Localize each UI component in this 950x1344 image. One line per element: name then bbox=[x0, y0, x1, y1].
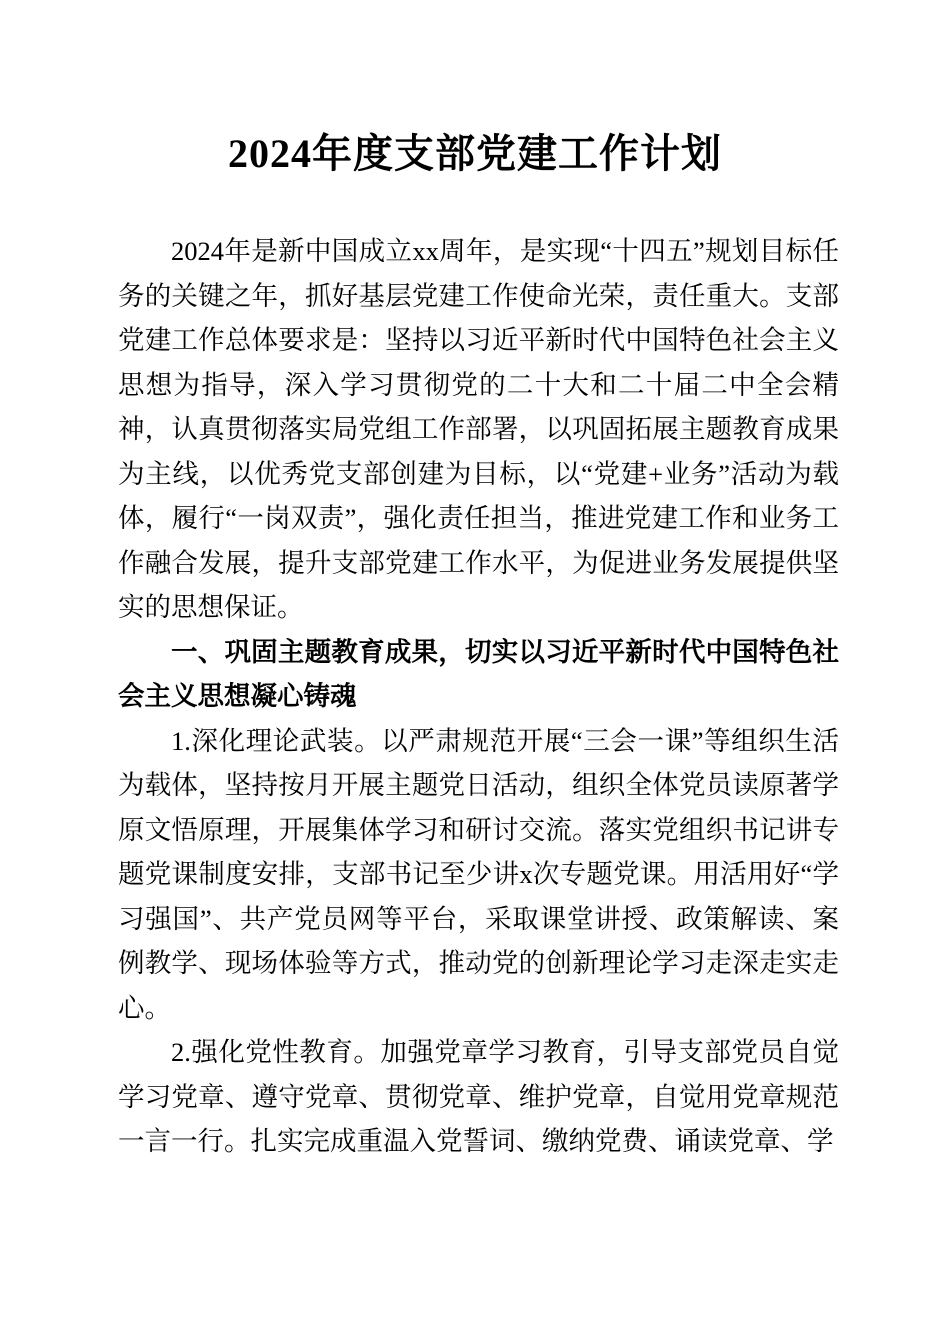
item-paragraph-1: 1.深化理论武装。以严肃规范开展“三会一课”等组织生活为载体，坚持按月开展主题党日活动，组织全体党员读原著学原文悟原理，开展集体学习和研讨交流。落实党组织书记讲专题党课制度安排，支部书记至少讲x次专题党课。用活用好“学习强国”、共产党员网等平台，采取课堂讲授、政策解读、案例教学、现场体验等方式，推动党的创新理论学习走深走实走心。 bbox=[118, 725, 839, 1023]
intro-paragraph: 2024年是新中国成立xx周年，是实现“十四五”规划目标任务的关键之年，抓好基层党建工作使命光荣，责任重大。支部党建工作总体要求是：坚持以习近平新时代中国特色社会主义思想为指导，深入学习贯彻党的二十大和二十届二中全会精神，认真贯彻落实局党组工作部署，以巩固拓展主题教育成果为主线，以优秀党支部创建为目标，以“党建+业务”活动为载体，履行“一岗双责”，强化责任担当，推进党建工作和业务工作融合发展，提升支部党建工作水平，为促进业务发展提供坚实的思想保证。 bbox=[118, 236, 839, 622]
document-title: 2024年度支部党建工作计划 bbox=[228, 131, 722, 176]
item-paragraph-2: 2.强化党性教育。加强党章学习教育，引导支部党员自觉学习党章、遵守党章、贯彻党章、维护党章，自觉用党章规范一言一行。扎实完成重温入党誓词、缴纳党费、诵读党章、学 bbox=[118, 1037, 839, 1156]
section-heading-1: 一、巩固主题教育成果，切实以习近平新时代中国特色社会主义思想凝心铸魂 bbox=[118, 636, 839, 711]
document-body bbox=[118, 229, 839, 1164]
